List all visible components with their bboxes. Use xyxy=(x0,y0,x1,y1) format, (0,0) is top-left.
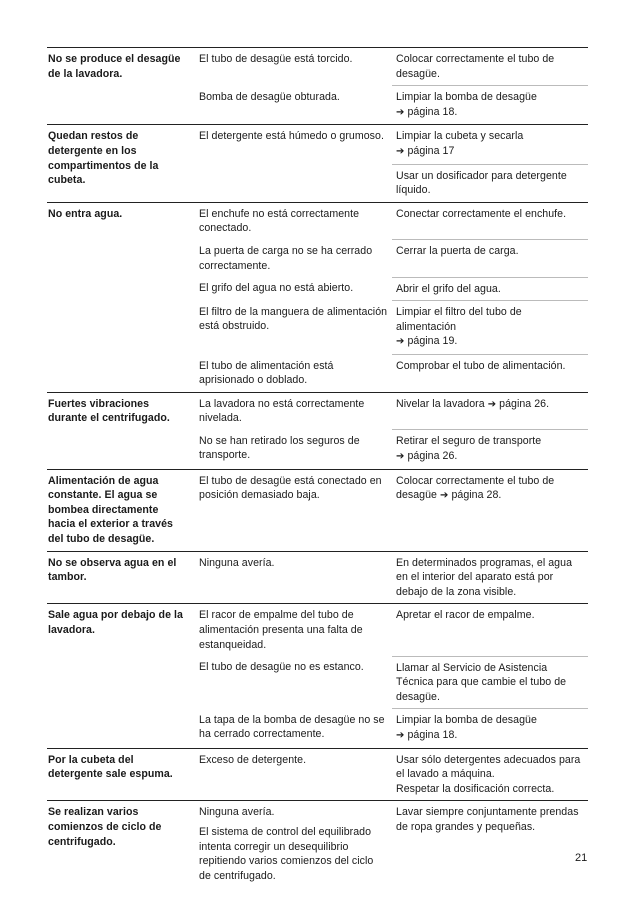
troubleshooting-table xyxy=(47,47,588,887)
cause-cell xyxy=(195,48,392,86)
cause-text: La lavadora no está correctamente nivelada. xyxy=(199,397,365,425)
cause-cell xyxy=(195,604,392,656)
remedy-cell xyxy=(392,748,588,801)
page-reference: página 26. xyxy=(499,397,550,410)
remedy-text: Nivelar la lavadora xyxy=(396,397,485,410)
table-row xyxy=(47,392,588,430)
page-reference: página 19. xyxy=(407,335,458,348)
cause-text: El filtro de la manguera de alimentación está obstruido. xyxy=(199,305,388,333)
remedy-cell xyxy=(392,48,588,86)
arrow-right-icon: ➔ xyxy=(396,336,405,348)
cause-text: No se han retirado los seguros de transporte. xyxy=(199,434,360,462)
table-row xyxy=(47,469,588,551)
page-reference: página 18. xyxy=(407,105,458,118)
remedy-cell xyxy=(392,551,588,604)
remedy-text: Abrir el grifo del agua. xyxy=(396,282,501,295)
page-reference: página 17 xyxy=(407,144,455,157)
remedy-cell xyxy=(392,277,588,301)
arrow-right-icon: ➔ xyxy=(396,145,405,157)
arrow-right-icon: ➔ xyxy=(487,398,497,410)
problem-cell: No se observa agua en el tambor. xyxy=(47,551,195,604)
cause-cell xyxy=(195,551,392,604)
remedy-cell xyxy=(392,125,588,164)
problem-cell: Por la cubeta del detergente sale espuma. xyxy=(47,748,195,801)
troubleshooting-body xyxy=(47,48,588,888)
cause-cell xyxy=(195,656,392,709)
problem-cell: Sale agua por debajo de la lavadora. xyxy=(47,604,195,748)
cause-cell xyxy=(195,392,392,430)
table-row xyxy=(47,125,588,164)
cause-cell xyxy=(195,202,392,240)
problem-cell: Alimentación de agua constante. El agua se bombea directamente hacia el exterior a través del tubo de desagüe. xyxy=(47,469,195,551)
problem-cell: Se realizan varios comienzos de ciclo de centrifugado. xyxy=(47,801,195,887)
remedy-text: Conectar correctamente el enchufe. xyxy=(396,207,567,220)
cause-text: El grifo del agua no está abierto. xyxy=(199,282,354,295)
cause-cell xyxy=(195,86,392,125)
remedy-cell xyxy=(392,469,588,551)
table-row xyxy=(47,202,588,240)
remedy-text: Limpiar el filtro del tubo de alimentación xyxy=(396,306,522,333)
remedy-cell xyxy=(392,86,588,125)
remedy-text: Comprobar el tubo de alimentación. xyxy=(396,360,566,372)
remedy-cell xyxy=(392,392,588,430)
problem-cell: Fuertes vibraciones durante el centrifugado. xyxy=(47,392,195,469)
cause-text: Bomba de desagüe obturada. xyxy=(199,90,340,103)
cause-cell xyxy=(195,469,392,551)
cause-text: Ninguna avería. xyxy=(199,556,275,569)
page-reference-line xyxy=(396,728,584,744)
remedy-cell xyxy=(392,430,588,469)
remedy-text: Colocar correctamente el tubo de desagüe. xyxy=(396,53,555,80)
cause-cell xyxy=(195,277,392,301)
remedy-text: Usar sólo detergentes adecuados para el lavado a máquina. xyxy=(396,753,581,781)
cause-text: El tubo de desagüe no es estanco. xyxy=(199,661,364,674)
page-reference-line xyxy=(396,449,584,465)
remedy-text-extra: Respetar la dosificación correcta. xyxy=(396,782,555,795)
cause-text: La puerta de carga no se ha cerrado correctamente. xyxy=(199,244,373,272)
remedy-cell xyxy=(392,202,588,240)
page-reference: página 18. xyxy=(407,728,458,741)
arrow-right-icon: ➔ xyxy=(440,490,449,502)
remedy-cell xyxy=(392,164,588,202)
remedy-text: Cerrar la puerta de carga. xyxy=(396,245,519,258)
remedy-text: Lavar siempre conjuntamente prendas de ropa grandes y pequeñas. xyxy=(396,806,579,833)
remedy-cell xyxy=(392,240,588,277)
page-reference-line xyxy=(396,105,584,121)
problem-cell: No entra agua. xyxy=(47,202,195,392)
cause-text: La tapa de la bomba de desagüe no se ha cerrado correctamente. xyxy=(199,713,385,741)
remedy-text: Limpiar la cubeta y secarla xyxy=(396,130,524,143)
cause-text: El tubo de desagüe está torcido. xyxy=(199,53,353,65)
remedy-cell xyxy=(392,355,588,393)
remedy-text: Usar un dosificador para detergente líquido. xyxy=(396,169,567,197)
problem-cell: Quedan restos de detergente en los compartimentos de la cubeta. xyxy=(47,125,195,202)
remedy-text: Apretar el racor de empalme. xyxy=(396,609,535,622)
arrow-right-icon: ➔ xyxy=(396,106,405,118)
cause-cell xyxy=(195,125,392,164)
cause-cell xyxy=(195,355,392,393)
table-row xyxy=(47,551,588,604)
cause-cell xyxy=(195,240,392,277)
cause-cell xyxy=(195,748,392,801)
cause-text-extra: El sistema de control del equilibrado intenta corregir un desequilibrio repitiendo varios comienzos del ciclo de centrifugado. xyxy=(199,825,374,882)
remedy-cell xyxy=(392,301,588,355)
remedy-cell xyxy=(392,801,588,887)
arrow-right-icon: ➔ xyxy=(396,450,405,462)
cause-text: El enchufe no está correctamente conectado. xyxy=(199,207,360,235)
remedy-text: En determinados programas, el agua en el interior del aparato está por debajo de la zona visible. xyxy=(396,556,573,598)
remedy-cell xyxy=(392,604,588,656)
table-row xyxy=(47,801,588,887)
page-reference: página 26. xyxy=(407,449,458,462)
cause-cell xyxy=(195,301,392,355)
cause-text: El tubo de desagüe está conectado en posición demasiado baja. xyxy=(199,474,382,502)
cause-text: Exceso de detergente. xyxy=(199,753,307,766)
cause-cell xyxy=(195,430,392,469)
table-row xyxy=(47,48,588,86)
remedy-text: Limpiar la bomba de desagüe xyxy=(396,714,537,727)
cause-text: Ninguna avería. xyxy=(199,806,275,819)
page-number: 21 xyxy=(575,852,588,864)
remedy-cell xyxy=(392,709,588,748)
table-row xyxy=(47,748,588,801)
problem-cell: No se produce el desagüe de la lavadora. xyxy=(48,53,181,80)
cause-text: El racor de empalme del tubo de alimentación presenta una falta de estanqueidad. xyxy=(199,609,363,651)
table-row xyxy=(47,604,588,656)
cause-cell xyxy=(195,164,392,202)
remedy-cell xyxy=(392,656,588,709)
page-reference-line xyxy=(396,144,584,160)
cause-text: El tubo de alimentación está aprisionado o doblado. xyxy=(199,359,334,387)
page-reference: página 28. xyxy=(451,489,502,502)
remedy-text: Retirar el seguro de transporte xyxy=(396,435,542,448)
cause-cell xyxy=(195,801,392,887)
cause-cell xyxy=(195,709,392,748)
arrow-right-icon: ➔ xyxy=(396,729,405,741)
page-reference-line xyxy=(396,334,584,350)
cause-text: El detergente está húmedo o grumoso. xyxy=(199,130,384,143)
remedy-text: Llamar al Servicio de Asistencia Técnica para que cambie el tubo de desagüe. xyxy=(396,661,567,703)
remedy-text: Limpiar la bomba de desagüe xyxy=(396,91,537,104)
remedy-text: Colocar correctamente el tubo de desagüe xyxy=(396,474,555,502)
